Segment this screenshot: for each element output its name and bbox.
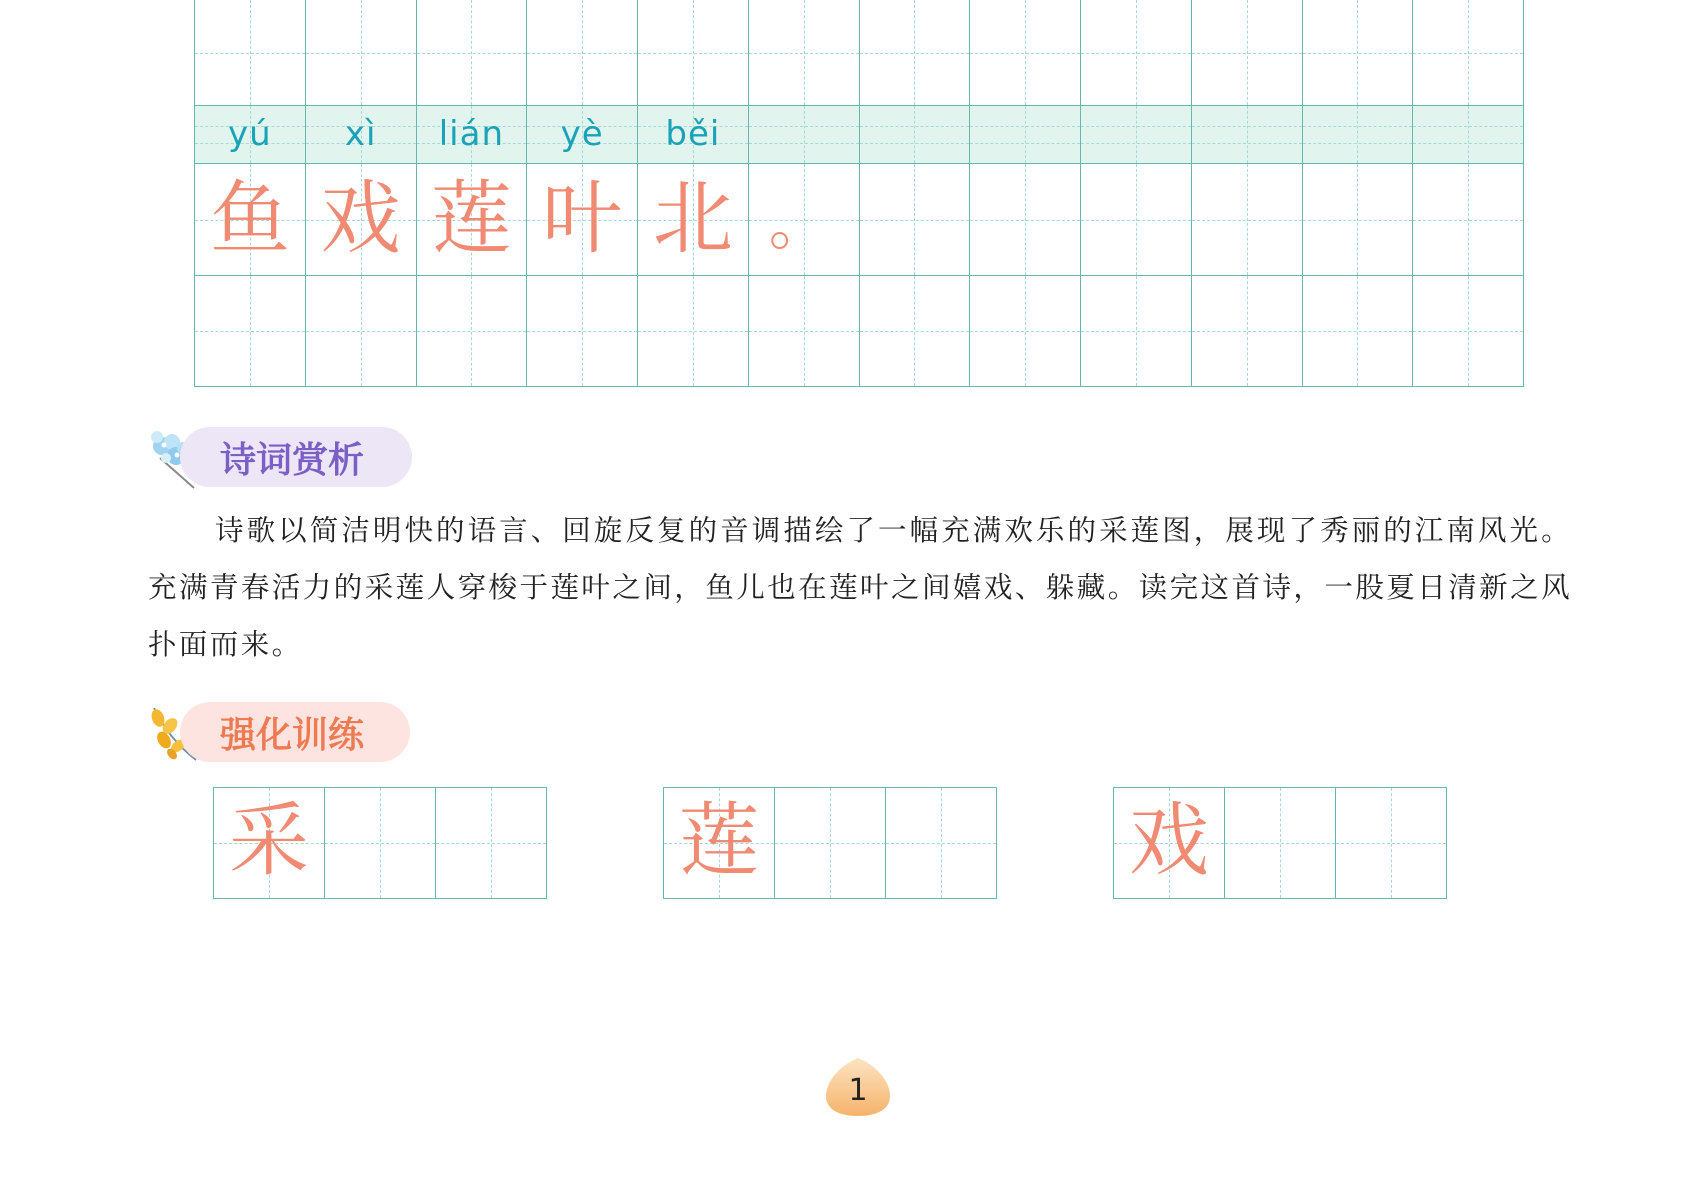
tian-zi-cell (306, 164, 417, 275)
section-title: 诗词赏析 (220, 439, 365, 481)
practice-box-group (1113, 787, 1447, 899)
tian-zi-cell (970, 164, 1081, 275)
practice-box-group (213, 787, 547, 899)
pinyin-cell (860, 106, 971, 163)
model-character-cell (1114, 788, 1225, 898)
appreciation-paragraph: 诗歌以简洁明快的语言、回旋反复的音调描绘了一幅充满欢乐的采莲图，展现了秀丽的江南风光。充满青春活力的采莲人穿梭于莲叶之间，鱼儿也在莲叶之间嬉戏、躲藏。读完这首诗，一股夏日清新之风扑面而来。 (148, 514, 1572, 661)
page-number-badge (824, 1056, 892, 1118)
tian-zi-cell (1303, 164, 1414, 275)
writing-practice-grid (194, 0, 1524, 387)
pinyin-text: yú (228, 114, 272, 154)
blank-row-top (195, 0, 1523, 105)
practice-box-group (663, 787, 997, 899)
writing-cell[interactable] (1336, 788, 1446, 898)
pinyin-cell (1303, 106, 1414, 163)
tian-zi-cell (1413, 164, 1523, 275)
page-number: 1 (848, 1073, 868, 1108)
punctuation-period: 。 (768, 189, 829, 259)
tian-zi-cell (1081, 164, 1192, 275)
character-text: 叶 (542, 172, 623, 265)
section-heading-training (180, 702, 410, 762)
writing-cell[interactable] (436, 788, 546, 898)
section-heading-appreciation (180, 427, 412, 487)
tian-zi-cell (860, 164, 971, 275)
character-text: 北 (652, 172, 733, 265)
character-text: 戏 (320, 172, 401, 265)
character-text: 莲 (431, 172, 512, 265)
model-character: 莲 (679, 794, 759, 887)
model-character-cell (214, 788, 325, 898)
pinyin-text: lián (438, 114, 505, 154)
writing-cell[interactable] (886, 788, 996, 898)
pinyin-cell (417, 106, 528, 163)
model-character: 采 (229, 794, 309, 887)
tian-zi-cell (1192, 164, 1303, 275)
model-character-cell (664, 788, 775, 898)
tian-zi-cell (638, 164, 749, 275)
section-title: 强化训练 (220, 714, 365, 756)
pinyin-cell (527, 106, 638, 163)
character-text: 鱼 (209, 172, 290, 265)
tian-zi-cell (527, 164, 638, 275)
writing-cell[interactable] (1225, 788, 1336, 898)
pinyin-cell (1081, 106, 1192, 163)
pinyin-text: xì (344, 114, 377, 154)
tian-zi-cell (417, 164, 528, 275)
pinyin-text: yè (560, 114, 604, 154)
pinyin-cell (638, 106, 749, 163)
tian-zi-cell (195, 164, 306, 275)
pinyin-cell (306, 106, 417, 163)
model-character: 戏 (1129, 794, 1209, 887)
pinyin-cell (749, 106, 860, 163)
tian-zi-cell (749, 164, 860, 275)
pinyin-cell (1413, 106, 1523, 163)
pinyin-row (195, 105, 1523, 164)
pinyin-cell (195, 106, 306, 163)
pinyin-text: běi (665, 114, 721, 154)
blank-row-bottom (195, 275, 1523, 386)
pinyin-cell (1192, 106, 1303, 163)
writing-cell[interactable] (325, 788, 436, 898)
pinyin-cell (970, 106, 1081, 163)
writing-cell[interactable] (775, 788, 886, 898)
character-row (195, 164, 1523, 275)
